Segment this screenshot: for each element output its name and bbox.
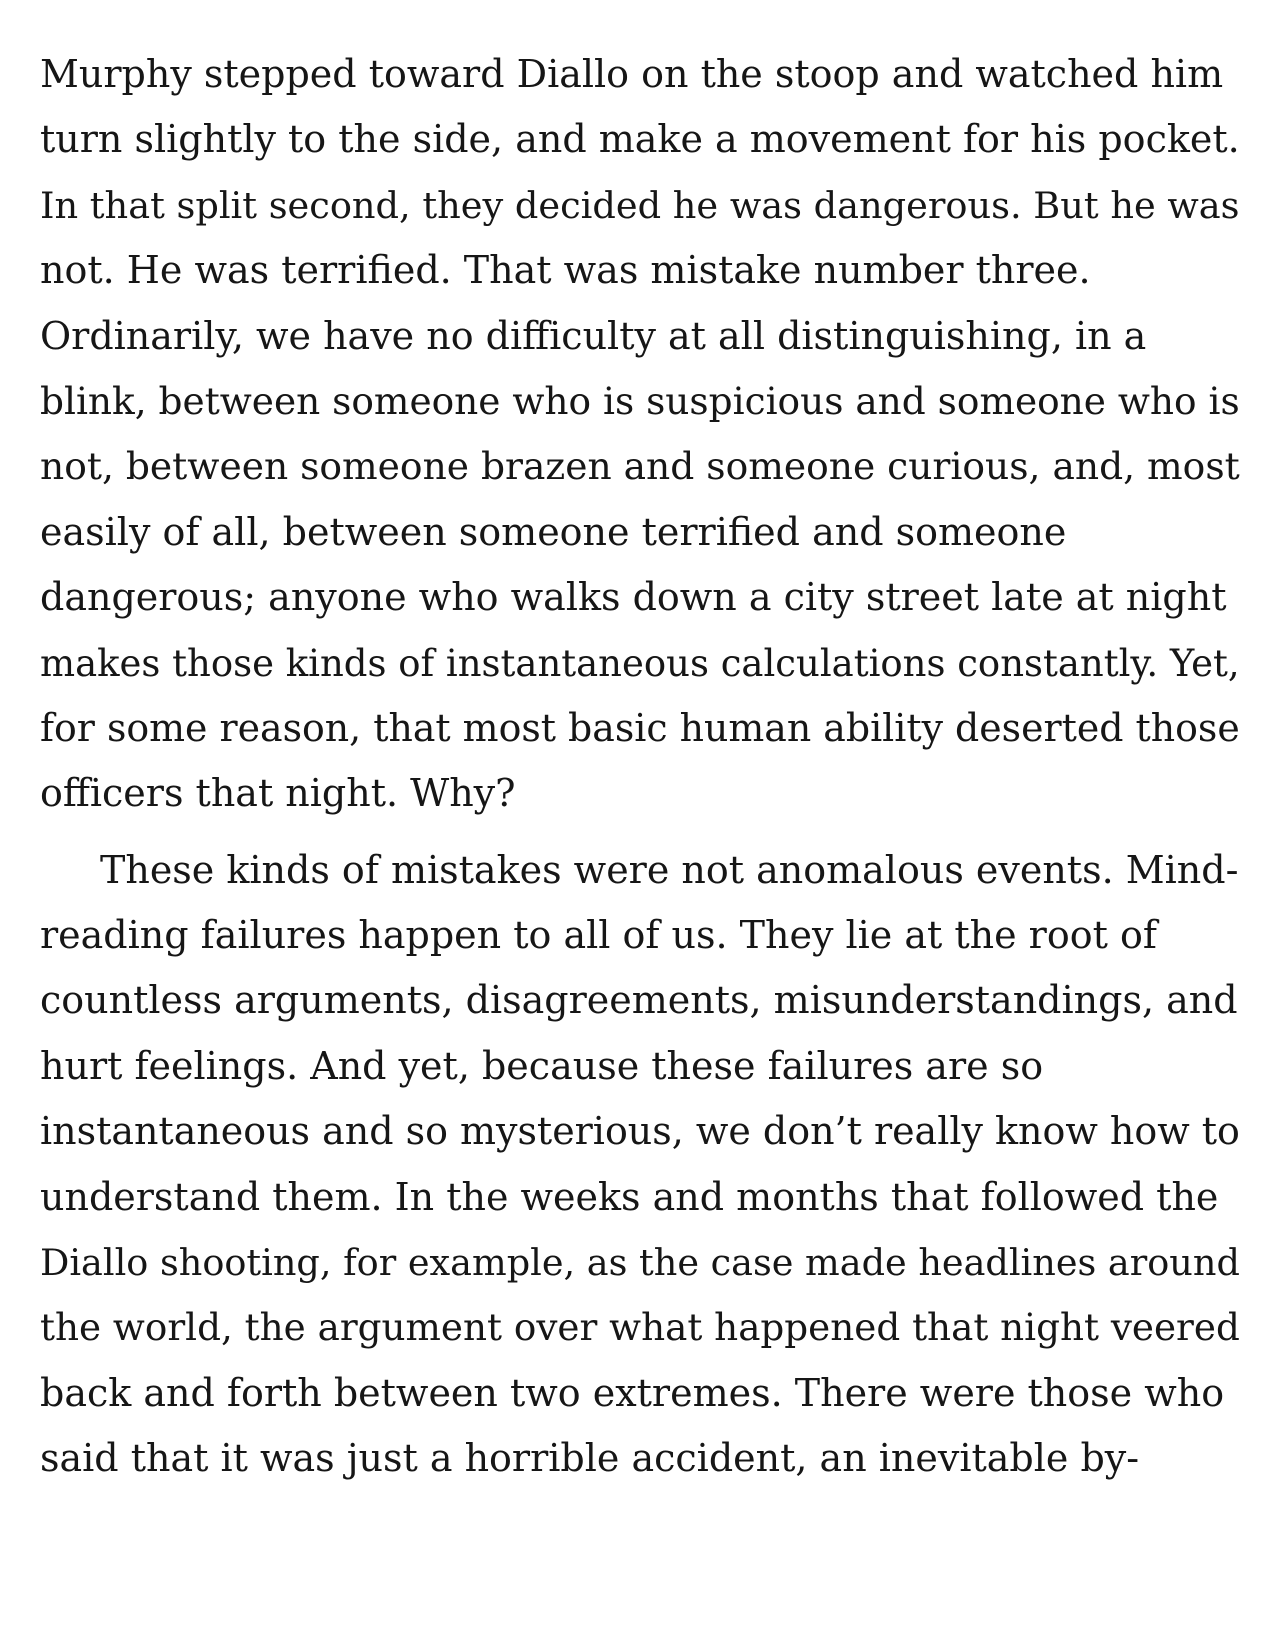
text-line: understand them. In the weeks and months that followed the bbox=[40, 1174, 1219, 1219]
text-line: Diallo shooting, for example, as the case made headlines around bbox=[40, 1241, 1240, 1285]
text-line: makes those kinds of instantaneous calculations constantly. Yet, bbox=[40, 641, 1240, 685]
paragraph-2 bbox=[40, 838, 1240, 1492]
text-line: for some reason, that most basic human ability deserted those bbox=[40, 705, 1240, 750]
paragraph-1 bbox=[40, 42, 1240, 827]
text-line: hurt feelings. And yet, because these failures are so bbox=[40, 1043, 1044, 1088]
text-line: blink, between someone who is suspicious and someone who is bbox=[40, 378, 1240, 423]
text-line: instantaneous and so mysterious, we don’t really know how to bbox=[40, 1109, 1240, 1154]
text-line: In that split second, they decided he was dangerous. But he was bbox=[40, 183, 1240, 227]
text-line: back and forth between two extremes. There were those who bbox=[40, 1370, 1225, 1415]
text-line: not. He was terrified. That was mistake number three. bbox=[40, 248, 1091, 293]
text-line: dangerous; anyone who walks down a city street late at night bbox=[40, 575, 1227, 620]
book-page bbox=[40, 42, 1240, 1492]
text-line: countless arguments, disagreements, misunderstandings, and bbox=[40, 978, 1238, 1023]
text-line: Ordinarily, we have no difficulty at all distinguishing, in a bbox=[40, 313, 1147, 358]
text-line: said that it was just a horrible accident, an inevitable by- bbox=[40, 1436, 1140, 1481]
text-line: Murphy stepped toward Diallo on the stoop and watched him bbox=[40, 52, 1224, 96]
text-line: not, between someone brazen and someone curious, and, most bbox=[40, 444, 1240, 489]
text-line: easily of all, between someone terrified and someone bbox=[40, 509, 1067, 554]
text-line: the world, the argument over what happened that night veered bbox=[40, 1305, 1240, 1350]
paragraph-spacer bbox=[40, 827, 1240, 838]
text-line: turn slightly to the side, and make a movement for his pocket. bbox=[40, 117, 1240, 162]
text-line: These kinds of mistakes were not anomalous events. Mind- bbox=[100, 847, 1239, 892]
text-line: officers that night. Why? bbox=[40, 771, 516, 816]
text-line: reading failures happen to all of us. They lie at the root of bbox=[40, 913, 1157, 958]
